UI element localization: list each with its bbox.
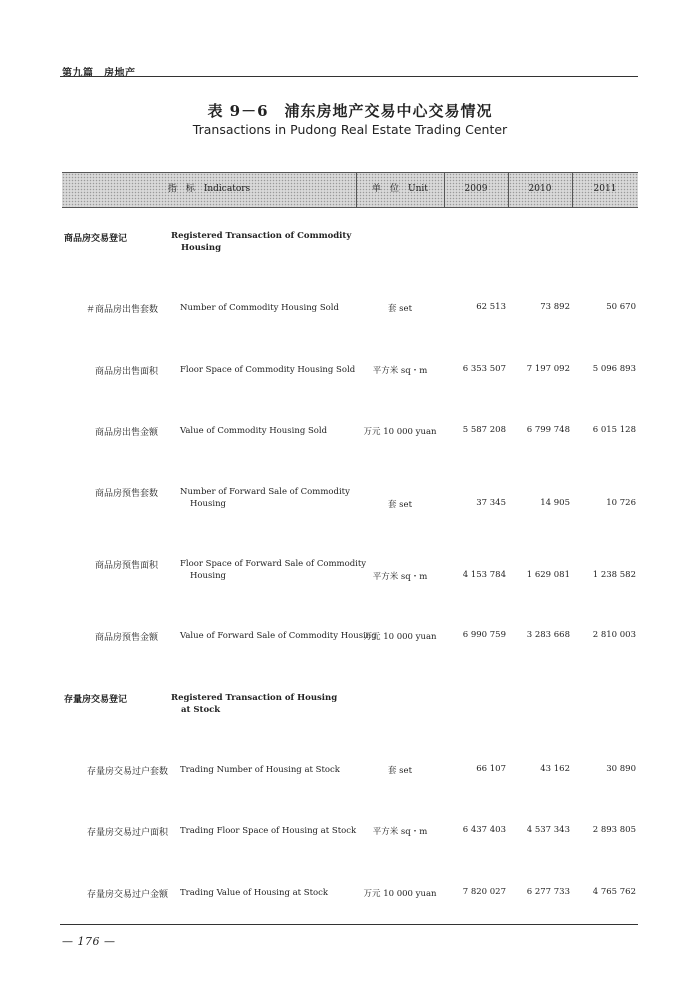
row-unit: 平方米 sq・m bbox=[372, 572, 428, 582]
cell-2009: 4 153 784 bbox=[462, 570, 506, 580]
row-label-en: Number of Commodity Housing Sold bbox=[180, 303, 339, 313]
row-label-en-cont: Housing bbox=[190, 499, 227, 509]
row-label-cn: 存量房交易过户套数 bbox=[86, 767, 168, 777]
cell-2011: 2 893 805 bbox=[592, 825, 636, 835]
table-title-cn: 表 9－6 浦东房地产交易中心交易情况 bbox=[207, 102, 493, 120]
row-unit: 万元 10 000 yuan bbox=[363, 889, 437, 899]
cell-2011: 2 810 003 bbox=[592, 630, 636, 640]
row-label-en-cont: Housing bbox=[190, 571, 227, 581]
row-unit: 平方米 sq・m bbox=[372, 366, 428, 376]
cell-2011: 4 765 762 bbox=[592, 887, 636, 897]
cell-2009: 6 353 507 bbox=[462, 364, 506, 374]
row-label-en: Floor Space of Forward Sale of Commodity bbox=[180, 559, 367, 569]
cell-2011: 10 726 bbox=[606, 498, 636, 508]
section-title-cn: 商品房交易登记 bbox=[64, 234, 128, 244]
table-title-en: Transactions in Pudong Real Estate Trading Center bbox=[192, 122, 508, 137]
cell-2009: 6 437 403 bbox=[462, 825, 506, 835]
row-label-en: Trading Floor Space of Housing at Stock bbox=[180, 826, 357, 836]
row-label-en: Trading Value of Housing at Stock bbox=[180, 888, 329, 898]
column-header-2011: 2011 bbox=[593, 184, 617, 194]
cell-2010: 43 162 bbox=[540, 764, 570, 774]
cell-2010: 1 629 081 bbox=[526, 570, 570, 580]
row-label-cn: 商品房出售金额 bbox=[94, 428, 158, 438]
row-unit: 平方米 sq・m bbox=[372, 827, 428, 837]
row-label-en: Number of Forward Sale of Commodity bbox=[180, 487, 350, 497]
cell-2010: 3 283 668 bbox=[526, 630, 570, 640]
cell-2009: 62 513 bbox=[476, 302, 506, 312]
section-title-cn: 存量房交易登记 bbox=[64, 695, 128, 705]
table-bottom-rule bbox=[60, 924, 638, 925]
header-rule bbox=[60, 76, 638, 77]
cell-2011: 6 015 128 bbox=[592, 425, 636, 435]
cell-2011: 50 670 bbox=[606, 302, 636, 312]
row-label-cn: ＃商品房出售套数 bbox=[85, 305, 158, 315]
section-title-en: Registered Transaction of Housing bbox=[171, 693, 338, 703]
section-title-en: Registered Transaction of Commodity bbox=[171, 231, 352, 241]
cell-2010: 14 905 bbox=[540, 498, 570, 508]
section-title-en-cont: Housing bbox=[181, 243, 222, 253]
row-label-cn: 商品房预售面积 bbox=[94, 561, 158, 571]
column-header-indicators: 指 标 Indicators bbox=[167, 184, 251, 194]
row-label-cn: 商品房预售套数 bbox=[94, 489, 158, 499]
cell-2010: 7 197 092 bbox=[526, 364, 570, 374]
column-header-2010: 2010 bbox=[528, 184, 552, 194]
row-label-cn: 商品房预售金额 bbox=[94, 633, 158, 643]
row-label-en: Value of Forward Sale of Commodity Housing bbox=[180, 631, 377, 641]
row-label-en: Trading Number of Housing at Stock bbox=[180, 765, 340, 775]
column-header-unit: 单 位 Unit bbox=[372, 184, 428, 194]
cell-2010: 6 799 748 bbox=[526, 425, 570, 435]
cell-2010: 6 277 733 bbox=[526, 887, 570, 897]
row-unit: 套 set bbox=[387, 304, 412, 314]
cell-2011: 5 096 893 bbox=[592, 364, 636, 374]
row-unit: 万元 10 000 yuan bbox=[363, 427, 437, 437]
cell-2009: 66 107 bbox=[476, 764, 506, 774]
row-unit: 套 set bbox=[387, 500, 412, 510]
row-label-en: Floor Space of Commodity Housing Sold bbox=[180, 365, 356, 375]
row-label-en: Value of Commodity Housing Sold bbox=[180, 426, 328, 436]
cell-2009: 5 587 208 bbox=[462, 425, 506, 435]
row-label-cn: 存量房交易过户面积 bbox=[86, 828, 168, 838]
row-label-cn: 商品房出售面积 bbox=[94, 367, 158, 377]
row-unit: 套 set bbox=[387, 766, 412, 776]
section-title-en-cont: at Stock bbox=[181, 705, 221, 715]
cell-2009: 6 990 759 bbox=[462, 630, 506, 640]
cell-2010: 4 537 343 bbox=[526, 825, 570, 835]
cell-2011: 30 890 bbox=[606, 764, 636, 774]
cell-2011: 1 238 582 bbox=[592, 570, 636, 580]
row-label-cn: 存量房交易过户金额 bbox=[86, 890, 168, 900]
page-number: — 176 — bbox=[62, 935, 116, 948]
cell-2009: 7 820 027 bbox=[462, 887, 506, 897]
cell-2010: 73 892 bbox=[540, 302, 570, 312]
cell-2009: 37 345 bbox=[476, 498, 506, 508]
row-unit: 万元 10 000 yuan bbox=[363, 632, 437, 642]
chapter-header: 第九篇 房地产 bbox=[62, 68, 136, 79]
column-header-2009: 2009 bbox=[464, 184, 488, 194]
